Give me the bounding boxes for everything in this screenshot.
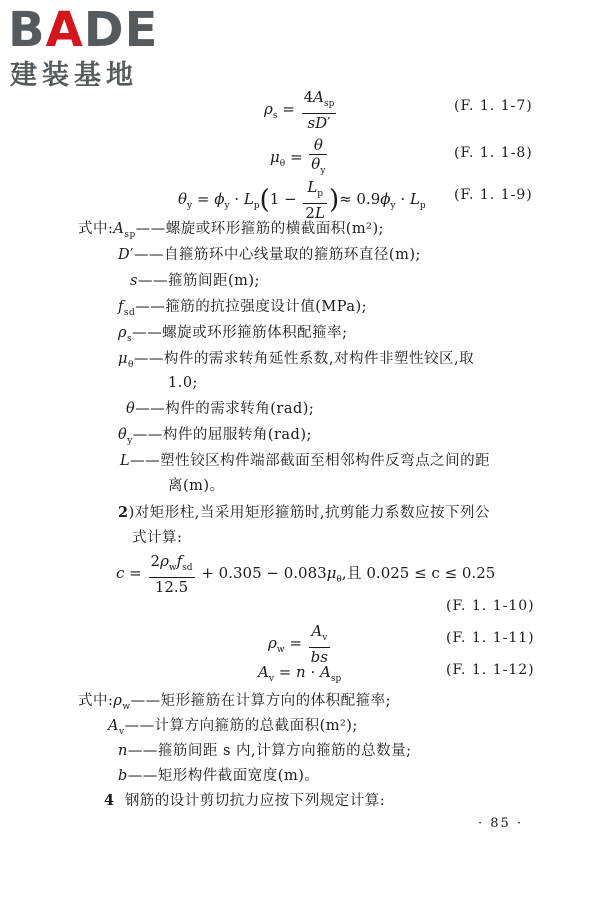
item-2-line2: 式计算: xyxy=(132,530,183,546)
item-4 xyxy=(104,790,385,812)
definition-asp: 式中$:A_{sp}——$螺旋或环形箍筋的横截面积(m²); xyxy=(78,221,385,240)
definition-mu-theta-cont: 1.0; xyxy=(168,375,198,391)
equation-f117: $\rho_s$ = $\frac{4A_{sp}}{sD'}$ xyxy=(264,88,335,132)
definition-text: ——计算方向箍筋的总截面积(m²); xyxy=(124,718,358,734)
definition-av: $A_v——$计算方向箍筋的总截面积(m²); xyxy=(108,718,358,737)
brand-logo xyxy=(8,4,158,56)
equation-condition: ,且 0.025 ≤ c ≤ 0.25 xyxy=(341,564,496,582)
definition-theta: θ——构件的需求转角(rad); xyxy=(126,401,315,417)
definition-rhow: 式中$:\rho_w——$矩形箍筋在计算方向的体积配箍率; xyxy=(78,693,392,712)
definition-s: s——箍筋间距(m); xyxy=(130,273,260,289)
definition-text: ——螺旋或环形箍筋体积配箍率; xyxy=(132,325,348,341)
item-text: 钢筋的设计剪切抗力应按下列规定计算: xyxy=(124,793,386,809)
definition-b: b——矩形构件截面宽度(m)。 xyxy=(118,768,320,784)
definition-text: ——箍筋的抗拉强度设计值(MPa); xyxy=(135,299,368,315)
definition-text: ——箍筋间距(m); xyxy=(137,273,260,289)
definition-fsd: $f_{sd}——$箍筋的抗拉强度设计值(MPa); xyxy=(118,299,368,318)
equation-number: (F. 1. 1-11) xyxy=(446,630,535,646)
equation-tail: + 0.305 − 0.083 xyxy=(201,564,327,582)
equation-number: (F. 1. 1-7) xyxy=(454,98,533,114)
logo-letters-de: DE xyxy=(83,2,159,58)
equation-number: (F. 1. 1-8) xyxy=(454,145,533,161)
definition-text: ——构件的需求转角延性系数,对构件非塑性铰区,取 xyxy=(133,351,475,367)
logo-letter-a: A xyxy=(45,2,84,58)
equation-number: (F. 1. 1-10) xyxy=(446,598,535,614)
equation-number: (F. 1. 1-12) xyxy=(446,662,535,678)
definition-n: n——箍筋间距 s 内,计算方向箍筋的总数量; xyxy=(118,743,412,759)
item-text: )对矩形柱,当采用矩形箍筋时,抗剪能力系数应按下列公 xyxy=(128,505,490,521)
page-number: · 85 · xyxy=(478,816,524,831)
definition-dprime: D′——自箍筋环中心线量取的箍筋环直径(m); xyxy=(118,247,421,263)
brand-logo-chinese: 建装基地 xyxy=(10,60,138,91)
definition-text: ——矩形构件截面宽度(m)。 xyxy=(127,768,320,784)
definition-text: ——箍筋间距 s 内,计算方向箍筋的总数量; xyxy=(127,743,412,759)
definition-text: ——构件的屈服转角(rad); xyxy=(132,427,312,443)
definition-text: ——自箍筋环中心线量取的箍筋环直径(m); xyxy=(133,247,421,263)
item-number: 2 xyxy=(118,504,129,521)
equation-f1111: $\rho_w$ = $\frac{A_v}{bs}$ xyxy=(268,622,328,666)
definitions-prefix: 式中: xyxy=(78,693,114,709)
definition-text: ——构件的需求转角(rad); xyxy=(135,401,315,417)
equation-f119: $\theta_y = \phi_y \cdot L_p(1$ − $\frac{L_p}{2L}$ )≈ $0.9\phi_y \cdot L_p$ xyxy=(178,178,426,222)
item-2-line1 xyxy=(118,502,490,524)
definition-theta-y: $\theta_y——$构件的屈服转角(rad); xyxy=(118,427,312,446)
logo-letter-b: B xyxy=(8,2,46,58)
equation-f1110: c = $\frac{2\rho_wf_{sd}}{12.5}$ + $0.305 - 0.083\mu_\theta$,且 0.025 ≤ c ≤ 0.25 xyxy=(116,552,496,596)
definition-text: ——螺旋或环形箍筋的横截面积(m²); xyxy=(135,221,385,237)
definition-l: L——塑性铰区构件端部截面至相邻构件反弯点之间的距 xyxy=(120,453,491,469)
equation-f118: $\mu_\theta$ = $\frac{\theta}{\theta_y}$ xyxy=(270,136,326,176)
definition-l-cont: 离(m)。 xyxy=(168,478,225,494)
definition-text: ——矩形箍筋在计算方向的体积配箍率; xyxy=(130,693,392,709)
definition-mu-theta: $\mu_\theta——$构件的需求转角延性系数,对构件非塑性铰区,取 xyxy=(118,351,475,370)
definitions-prefix: 式中: xyxy=(78,221,114,237)
equation-f1112: $A_v = n \cdot A_{sp}$ xyxy=(258,663,342,684)
definition-text: ——塑性铰区构件端部截面至相邻构件反弯点之间的距 xyxy=(130,453,491,469)
definition-rhos: $\rho_s——$螺旋或环形箍筋体积配箍率; xyxy=(118,325,348,344)
item-number: 4 xyxy=(104,792,115,809)
equation-number: (F. 1. 1-9) xyxy=(454,187,533,203)
